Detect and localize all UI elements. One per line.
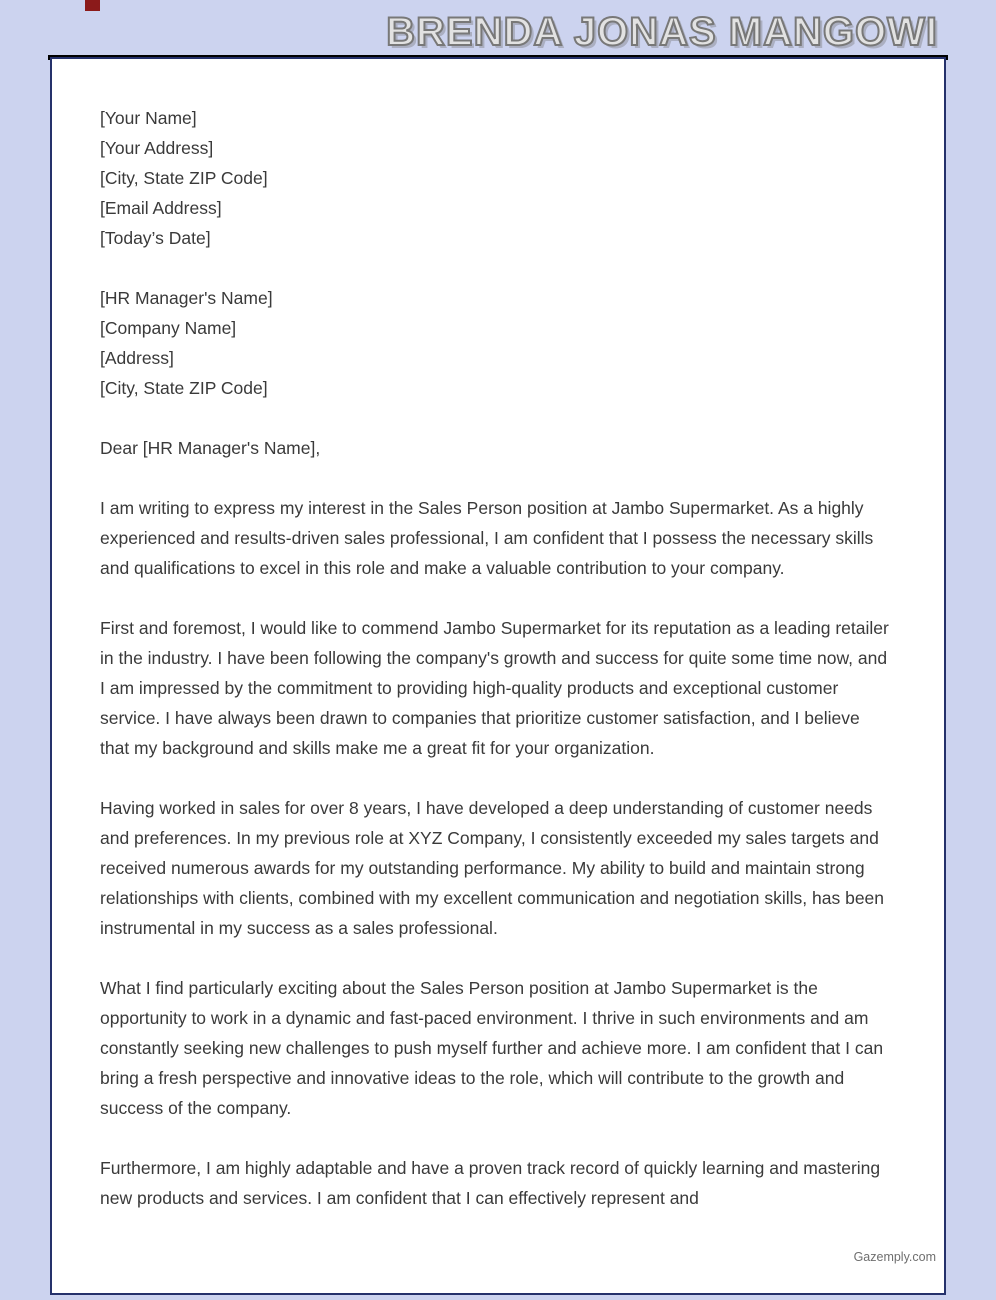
letter-paragraph-2: First and foremost, I would like to commend Jambo Supermarket for its reputation as a leading retailer in the industry. I have been following the company's growth and success for quite some time now, and I am impressed by the commitment to providing high-quality products and exceptional customer service. I have always been drawn to companies that prioritize customer satisfaction, and I believe that my background and skills make me a great fit for your organization. (100, 618, 889, 758)
watermark: Gazemply.com (853, 1250, 936, 1264)
letter-paragraph-4: What I find particularly exciting about the Sales Person position at Jambo Supermarket is the opportunity to work in a dynamic and fast-paced environment. I thrive in such environments and am constantly seeking new challenges to push myself further and achieve more. I am confident that I can bring a fresh perspective and innovative ideas to the role, which will contribute to the growth and success of the company. (100, 978, 884, 1118)
recipient-address-line: [Address] (100, 348, 174, 368)
salutation-block (100, 433, 892, 463)
recipient-name-line: [HR Manager's Name] (100, 288, 273, 308)
sender-city-line: [City, State ZIP Code] (100, 168, 268, 188)
letter-paragraph-1: I am writing to express my interest in the Sales Person position at Jambo Supermarket. As a highly experienced and results-driven sales professional, I am confident that I possess the necessary skills and qualifications to excel in this role and make a valuable contribution to your company. (100, 498, 874, 578)
sender-date-line: [Today’s Date] (100, 228, 211, 248)
letter-paragraph-5: Furthermore, I am highly adaptable and have a proven track record of quickly learning and mastering new products and services. I am confident that I can effectively represent and (100, 1158, 881, 1208)
sender-address-line: [Your Address] (100, 138, 214, 158)
recipient-city-line: [City, State ZIP Code] (100, 378, 268, 398)
salutation-line: Dear [HR Manager's Name], (100, 438, 321, 458)
recipient-address-block (100, 283, 892, 403)
sender-address-block (100, 103, 892, 253)
corner-accent-mark (85, 0, 100, 11)
sender-name-line: [Your Name] (100, 108, 197, 128)
recipient-company-line: [Company Name] (100, 318, 237, 338)
page-title: BRENDA JONAS MANGOWI (386, 10, 938, 54)
sender-email-line: [Email Address] (100, 198, 222, 218)
letter-paragraph-3: Having worked in sales for over 8 years, I have developed a deep understanding of customer needs and preferences. In my previous role at XYZ Company, I consistently exceeded my sales targets and received numerous awards for my outstanding performance. My ability to build and maintain strong relationships with clients, combined with my excellent communication and negotiation skills, has been instrumental in my success as a sales professional. (100, 798, 885, 938)
letter-document (50, 57, 946, 1295)
